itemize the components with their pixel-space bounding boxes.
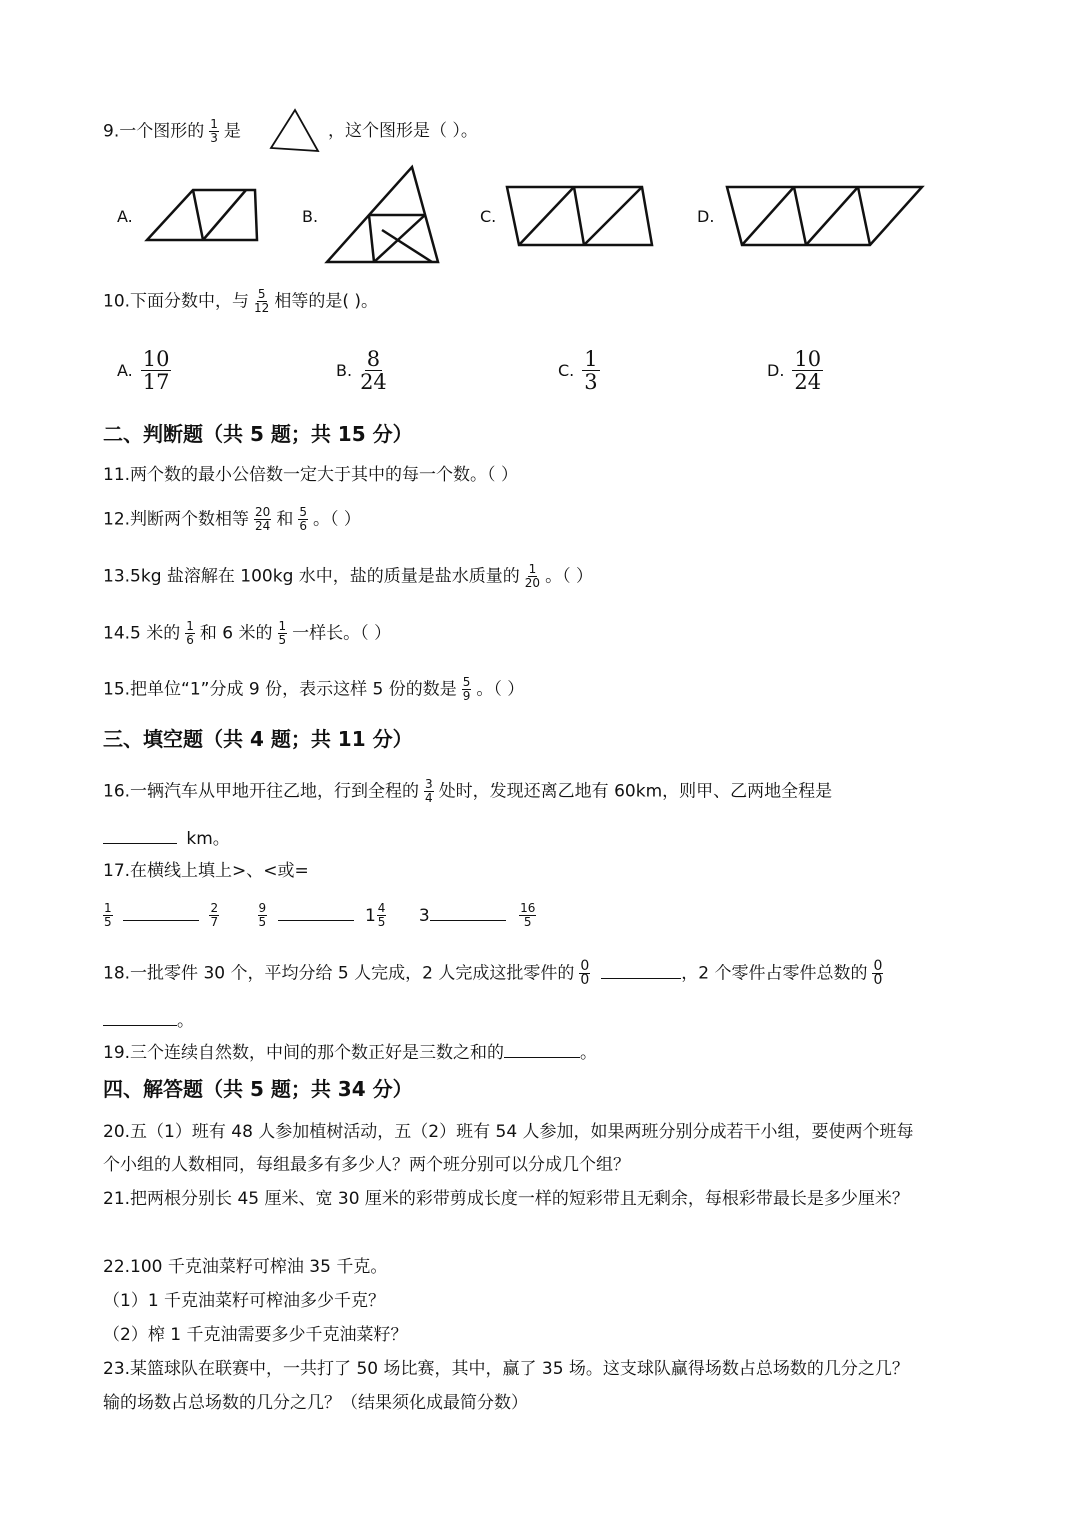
q9-option-b-figure[interactable] [324, 164, 442, 268]
q17-blank-3[interactable] [430, 906, 506, 921]
q9-option-c-figure[interactable] [504, 184, 656, 250]
q9-option-c-label[interactable]: C. [480, 207, 497, 226]
q17-compare-row: $\frac{1}{5}$ $\frac{2}{7}$ $\frac{9}{5}$ 1 $\frac{4}{5}$ 3 $\frac{16}{5}$ [104, 901, 536, 929]
q10-option-b[interactable]: B. $\frac{8}{24}$ [336, 347, 387, 394]
q12: 12.判断两个数相等 $\frac{20}{24}$ 和 $\frac{5}{6}$ 。（ ） [103, 505, 361, 533]
q9-option-d-figure[interactable] [724, 184, 926, 250]
q16-answer-blank[interactable] [103, 829, 177, 844]
q17-prompt: 17.在横线上填上>、<或= [103, 861, 309, 881]
q21: 21.把两根分别长 45 厘米、宽 30 厘米的彩带剪成长度一样的短彩带且无剩余，每根彩带最长是多少厘米？ [103, 1189, 909, 1209]
q10-fraction: $\frac{5}{12}$ [254, 287, 270, 315]
q9-stem-end: ，这个图形是（ ）。 [328, 121, 478, 141]
q9-stem: 9.一个图形的 $\frac{1}{3}$ 是 [103, 117, 241, 145]
q23-line1: 23.某篮球队在联赛中，一共打了 50 场比赛，其中，赢了 35 场。这支球队赢得场数占总场数的几分之几？ [103, 1359, 909, 1379]
q9-triangle-figure [268, 106, 322, 154]
q22-line2: （1）1 千克油菜籽可榨油多少千克？ [103, 1291, 386, 1311]
q22-line3: （2）榨 1 千克油需要多少千克油菜籽？ [103, 1325, 408, 1345]
q20-line1: 20.五（1）班有 48 人参加植树活动，五（2）班有 54 人参加，如果两班分别分成若干小组，要使两个班每 [103, 1122, 914, 1142]
q9-option-a-label[interactable]: A. [117, 207, 133, 226]
q13: 13.5kg 盐溶解在 100kg 水中，盐的质量是盐水质量的 $\frac{1}{20}$ 。（ ） [103, 562, 593, 590]
section-2-heading: 二、判断题（共 5 题；共 15 分） [103, 422, 413, 446]
q10-option-a[interactable]: A. $\frac{10}{17}$ [117, 347, 170, 394]
q9-fraction: $\frac{1}{3}$ [210, 117, 218, 145]
q9-option-b-label[interactable]: B. [302, 207, 319, 226]
q9-option-d-label[interactable]: D. [697, 207, 715, 226]
q10-option-d[interactable]: D. $\frac{10}{24}$ [767, 347, 822, 394]
q20-line2: 个小组的人数相同，每组最多有多少人？两个班分别可以分成几个组？ [103, 1155, 630, 1175]
q17-blank-2[interactable] [278, 906, 354, 921]
q16-line2: km。 [103, 826, 230, 852]
q14: 14.5 米的 $\frac{1}{6}$ 和 6 米的 $\frac{1}{5}$ 一样长。（ ） [103, 619, 392, 647]
q11: 11.两个数的最小公倍数一定大于其中的每一个数。（ ） [103, 465, 518, 485]
q18-line1: 18.一批零件 30 个，平均分给 5 人完成，2 人完成这批零件的 $\frac{0}{0}$ ，2 个零件占零件总数的 $\frac{0}{0}$ [103, 958, 883, 988]
q22-line1: 22.100 千克油菜籽可榨油 35 千克。 [103, 1257, 388, 1277]
q18-line2: 。 [103, 1008, 194, 1034]
q15: 15.把单位“1”分成 9 份，表示这样 5 份的数是 $\frac{5}{9}$ 。（ ） [103, 675, 525, 703]
q10-stem: 10.下面分数中，与 $\frac{5}{12}$ 相等的是( )。 [103, 287, 378, 315]
q17-blank-1[interactable] [123, 906, 199, 921]
section-3-heading: 三、填空题（共 4 题；共 11 分） [103, 727, 413, 751]
q19-answer-blank[interactable] [504, 1043, 580, 1058]
section-4-heading: 四、解答题（共 5 题；共 34 分） [103, 1077, 413, 1101]
q10-option-c[interactable]: C. $\frac{1}{3}$ [558, 347, 598, 394]
q18-blank-2[interactable] [103, 1011, 177, 1026]
q18-blank-1[interactable] [601, 964, 681, 979]
q19: 19.三个连续自然数，中间的那个数正好是三数之和的 。 [103, 1043, 598, 1063]
q16-line1: 16.一辆汽车从甲地开往乙地，行到全程的 $\frac{3}{4}$ 处时，发现还离乙地有 60km，则甲、乙两地全程是 [103, 777, 833, 805]
q9-option-a-figure[interactable] [143, 186, 263, 246]
q23-line2: 输的场数占总场数的几分之几？（结果须化成最简分数） [103, 1393, 528, 1413]
